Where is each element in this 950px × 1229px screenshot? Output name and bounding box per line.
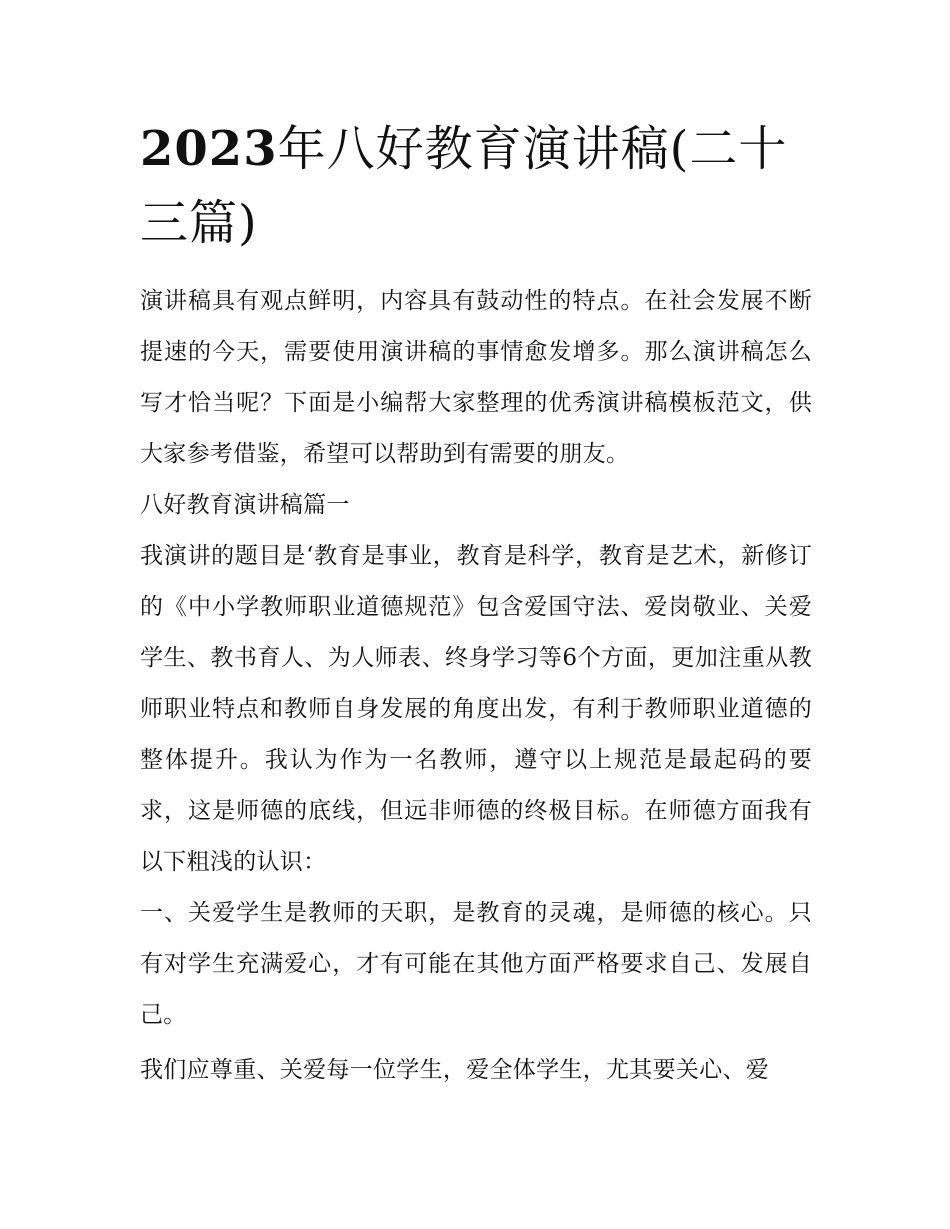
body-paragraph: 一、关爱学生是教师的天职，是教育的灵魂，是师德的核心。只有对学生充满爱心，才有可能在其他方面严格要求自己、发展自己。 [140,900,812,1028]
section-heading: 八好教育演讲稿篇一 [140,492,350,518]
body-paragraph: 我们应尊重、关爱每一位学生，爱全体学生，尤其要关心、爱 [140,1057,770,1083]
document-body [140,276,812,1096]
title-year: 2023 [140,121,278,177]
title-text: 年八好教育演讲稿(二十三篇) [140,121,788,251]
intro-paragraph: 演讲稿具有观点鲜明，内容具有鼓动性的特点。在社会发展不断提速的今天，需要使用演讲稿的事情愈发增多。那么演讲稿怎么写才恰当呢？下面是小编帮大家整理的优秀演讲稿模板范文，供大家参考借鉴，希望可以帮助到有需要的朋友。 [140,288,812,467]
body-paragraph: 我演讲的题目是‘教育是事业，教育是科学，教育是艺术，新修订的《中小学教师职业道德规范》包含爱国守法、爱岗敬业、关爱学生、教书育人、为人师表、终身学习等6个方面，更加注重从教师职业特点和教师自身发展的角度出发，有利于教师职业道德的整体提升。我认为作为一名教师，遵守以上规范是最起码的要求，这是师德的底线，但远非师德的终极目标。在师德方面我有以下粗浅的认识： [140,543,812,875]
document-title [140,112,820,260]
